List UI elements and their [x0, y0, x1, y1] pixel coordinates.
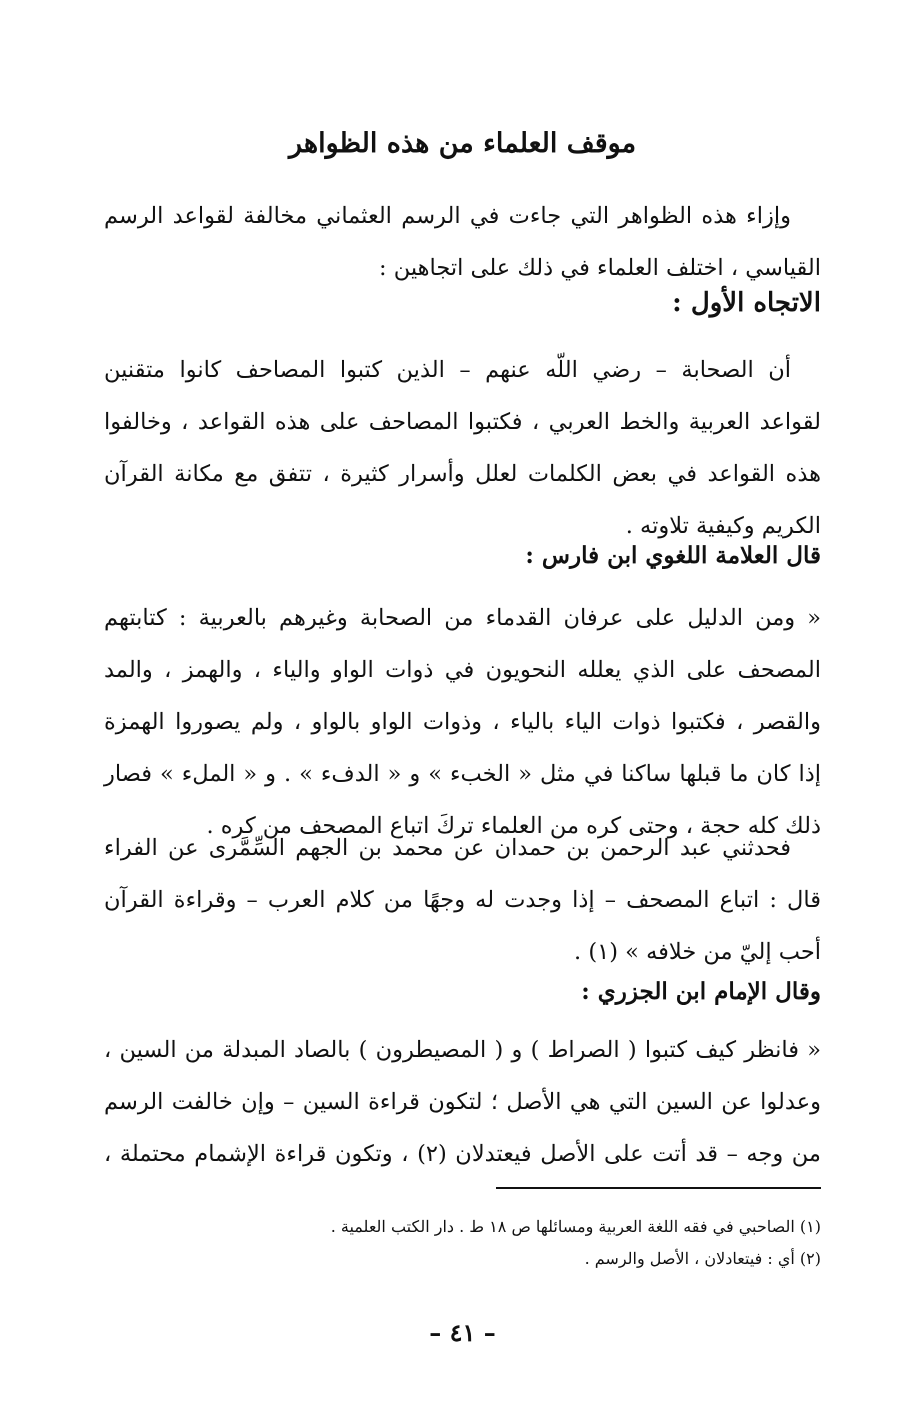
- first-approach-paragraph: [104, 344, 821, 552]
- text-line: « فانظر كيف كتبوا ( الصراط ) و ( المصيطرون ) بالصاد المبدلة من السين ،: [104, 1037, 821, 1063]
- footnote-1: (١) الصاحبي في فقه اللغة العربية ومسائلها ص ١٨ ط . دار الكتب العلمية .: [330, 1217, 821, 1236]
- text-line: إذا كان ما قبلها ساكنا في مثل « الخبء » و « الدفء » . و « الملء » فصار: [104, 761, 821, 787]
- footnote-2: (٢) أي : فيتعادلان ، الأصل والرسم .: [584, 1249, 821, 1268]
- text-line: قال : اتباع المصحف – إذا وجدت له وجهًا من كلام العرب – وقراءة القرآن: [104, 887, 821, 913]
- text-line: فحدثني عبد الرحمن بن حمدان عن محمد بن الجهم السِّمَّرى عن الفراء: [104, 835, 791, 861]
- farra-paragraph: [104, 822, 821, 978]
- text-line: لقواعد العربية والخط العربي ، فكتبوا المصاحف على هذه القواعد ، وخالفوا: [104, 409, 821, 435]
- text-line: ذلك كله حجة ، وحتى كره من العلماء تركَ اتباع المصحف من كره .: [206, 813, 821, 839]
- text-line: هذه القواعد في بعض الكلمات لعلل وأسرار كثيرة ، تتفق مع مكانة القرآن: [104, 461, 821, 487]
- text-line: المصحف على الذي يعلله النحويون في ذوات الواو والياء ، والهمز ، والمد: [104, 657, 821, 683]
- text-line: أحب إليّ من خلافه » (١) .: [574, 939, 821, 965]
- section-heading-first-approach: الاتجاه الأول :: [672, 288, 821, 318]
- text-line: « ومن الدليل على عرفان القدماء من الصحابة وغيرهم بالعربية : كتابتهم: [104, 605, 821, 631]
- book-page: [104, 0, 821, 1409]
- page-title: موقف العلماء من هذه الظواهر: [288, 128, 637, 159]
- text-line: القياسي ، اختلف العلماء في ذلك على اتجاهين :: [379, 255, 821, 281]
- text-line: وإزاء هذه الظواهر التي جاءت في الرسم العثماني مخالفة لقواعد الرسم: [104, 203, 791, 229]
- ibn-jazari-quote: [104, 1024, 821, 1180]
- ibn-faris-heading: قال العلامة اللغوي ابن فارس :: [525, 542, 821, 569]
- ibn-faris-quote: [104, 592, 821, 852]
- footnote-separator: [496, 1187, 821, 1189]
- ibn-jazari-heading: وقال الإمام ابن الجزري :: [581, 978, 821, 1005]
- text-line: من وجه – قد أتت على الأصل فيعتدلان (٢) ، وتكون قراءة الإشمام محتملة ،: [104, 1141, 821, 1167]
- page-number: – ٤١ –: [429, 1318, 496, 1347]
- intro-paragraph: [104, 190, 821, 294]
- text-line: وعدلوا عن السين التي هي الأصل ؛ لتكون قراءة السين – وإن خالفت الرسم: [104, 1089, 821, 1115]
- text-line: الكريم وكيفية تلاوته .: [625, 513, 821, 539]
- text-line: أن الصحابة – رضي اللّه عنهم – الذين كتبوا المصاحف كانوا متقنين: [104, 357, 791, 383]
- text-line: والقصر ، فكتبوا ذوات الياء بالياء ، وذوات الواو بالواو ، ولم يصوروا الهمزة: [104, 709, 821, 735]
